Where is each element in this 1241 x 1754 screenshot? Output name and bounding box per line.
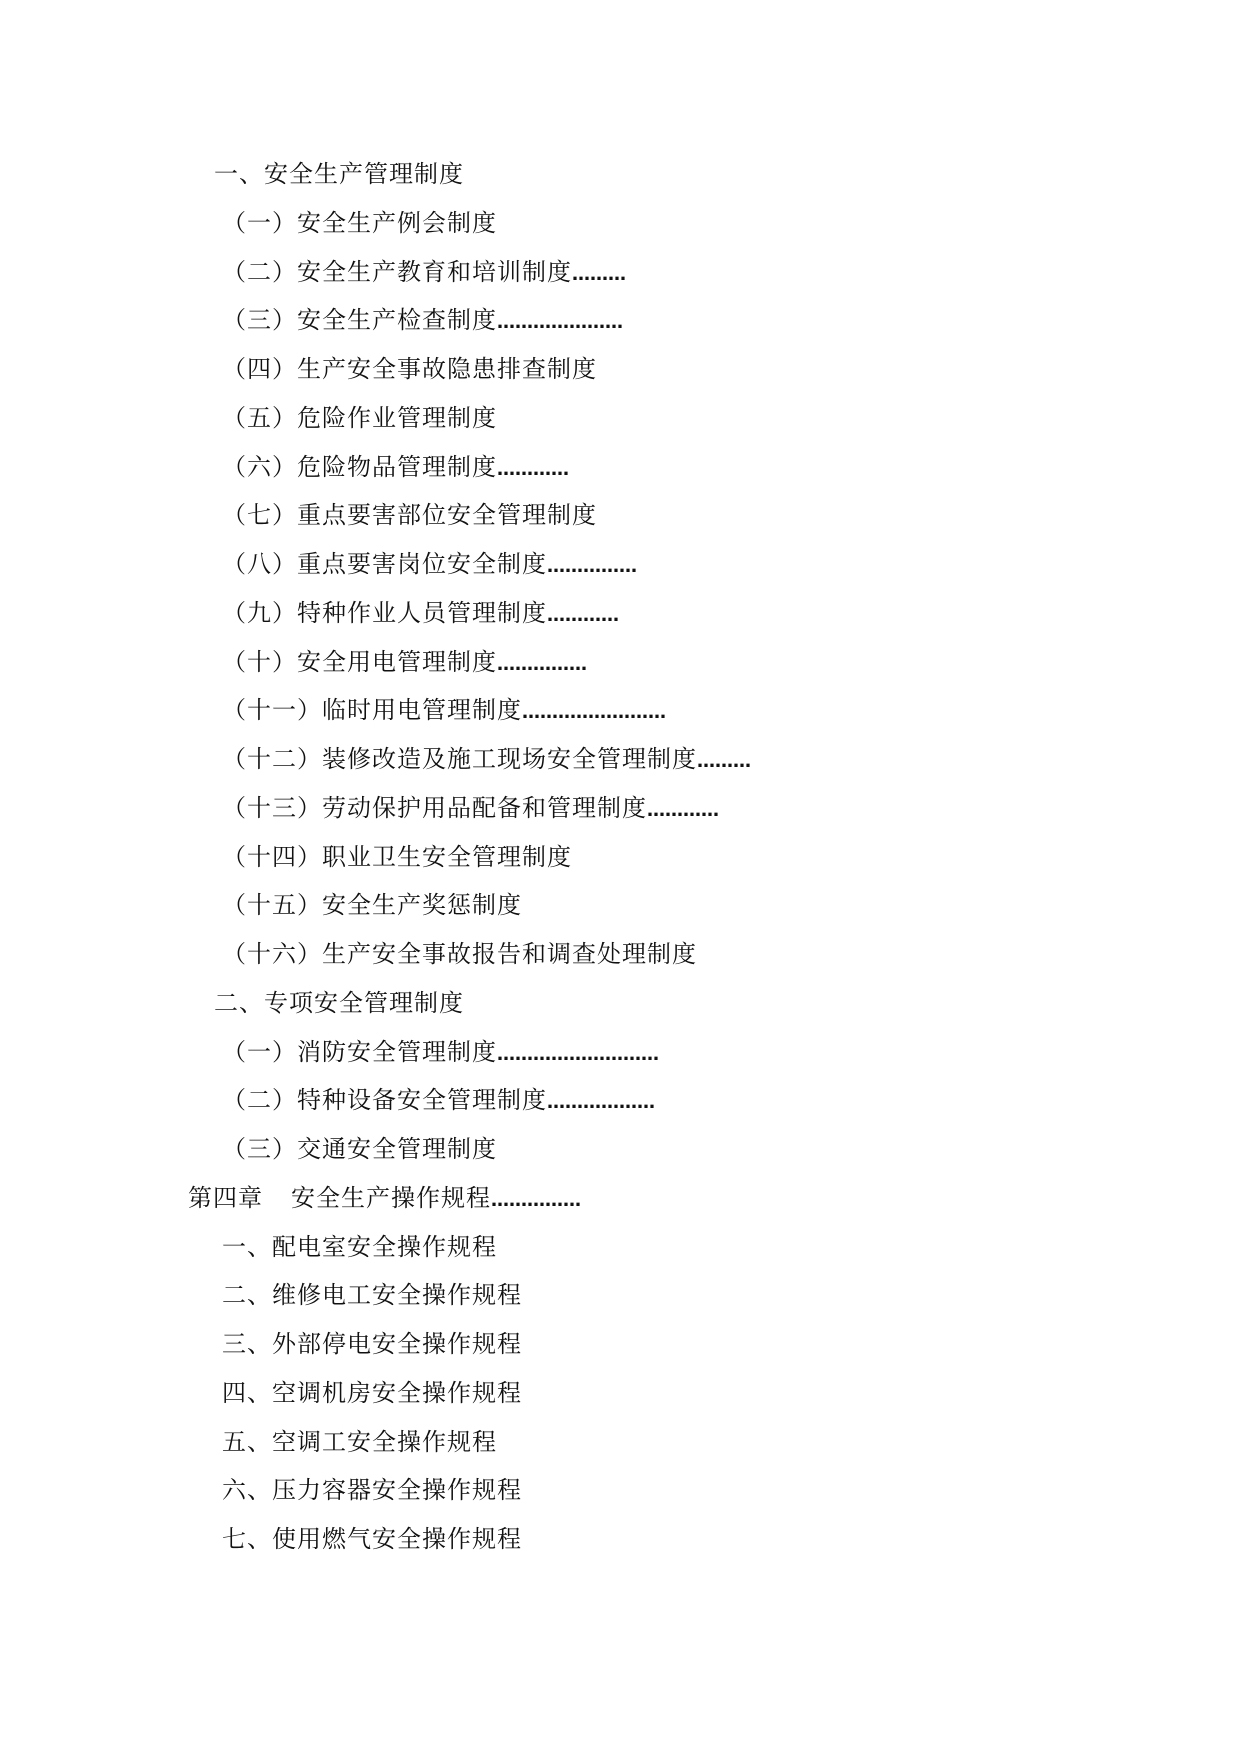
toc-leader-dots: ……………………	[522, 702, 666, 724]
toc-entry-text: 五、空调工安全操作规程	[222, 1427, 497, 1456]
toc-leader-dots: ………	[697, 751, 751, 772]
toc-entry-text: （二）安全生产教育和培训制度	[222, 257, 572, 286]
toc-entry[interactable]	[0, 345, 1241, 394]
toc-entry[interactable]	[0, 1320, 1241, 1369]
toc-entry-text: （四）生产安全事故隐患排查制度	[222, 355, 597, 383]
toc-entry-text: （九）特种作业人员管理制度	[222, 598, 547, 627]
toc-entry-text: （十）安全用电管理制度	[222, 647, 497, 676]
toc-entry[interactable]	[0, 881, 1241, 930]
chapter-title: 安全生产操作规程	[291, 1183, 491, 1212]
toc-entry-text: 六、压力容器安全操作规程	[222, 1476, 522, 1505]
toc-entry[interactable]	[0, 491, 1241, 540]
toc-entry[interactable]	[0, 638, 1241, 687]
toc-entry[interactable]	[0, 394, 1241, 443]
toc-entry[interactable]	[0, 199, 1241, 248]
toc-entry[interactable]	[0, 930, 1241, 979]
toc-entry[interactable]	[0, 1271, 1241, 1320]
chapter-number: 第四章	[188, 1183, 263, 1212]
toc-entry-text: （十二）装修改造及施工现场安全管理制度	[222, 745, 697, 773]
toc-entry-text: （一）消防安全管理制度	[222, 1037, 497, 1066]
toc-entry-chapter-4[interactable]	[0, 1174, 1241, 1223]
toc-entry[interactable]	[0, 540, 1241, 589]
toc-entry-text: 一、配电室安全操作规程	[222, 1232, 497, 1261]
toc-entry-text: 三、外部停电安全操作规程	[222, 1330, 522, 1358]
toc-entry-text: （十五）安全生产奖惩制度	[222, 891, 522, 920]
toc-leader-dots: …………	[547, 604, 619, 626]
toc-entry-text: 二、专项安全管理制度	[214, 988, 464, 1017]
toc-entry[interactable]	[0, 1418, 1241, 1467]
toc-entry-section-1[interactable]	[0, 150, 1241, 199]
toc-entry-text: （三）安全生产检查制度	[222, 306, 497, 335]
toc-entry-text: （二）特种设备安全管理制度	[222, 1086, 547, 1115]
toc-entry[interactable]	[0, 784, 1241, 833]
toc-leader-dots: ……………	[497, 653, 587, 675]
toc-entry[interactable]	[0, 1223, 1241, 1272]
toc-leader-dots: ……………	[491, 1189, 581, 1211]
toc-entry-text: 二、维修电工安全操作规程	[222, 1281, 522, 1310]
toc-entry-text: （一）安全生产例会制度	[222, 208, 497, 237]
toc-leader-dots: ………………	[547, 1092, 655, 1114]
toc-entry[interactable]	[0, 443, 1241, 492]
toc-leader-dots: …………	[497, 458, 569, 480]
toc-entry[interactable]	[0, 1466, 1241, 1515]
toc-leader-dots: ……………	[547, 556, 637, 577]
toc-entry[interactable]	[0, 1515, 1241, 1564]
toc-entry-text: （十四）职业卫生安全管理制度	[222, 842, 572, 871]
toc-entry-text: 四、空调机房安全操作规程	[222, 1378, 522, 1407]
toc-entry-text: （十一）临时用电管理制度	[222, 696, 522, 725]
toc-leader-dots: …………………	[497, 312, 623, 334]
toc-entry[interactable]	[0, 1369, 1241, 1418]
toc-entry[interactable]	[0, 248, 1241, 297]
toc-entry-text: （五）危险作业管理制度	[222, 403, 497, 432]
toc-entry-text: （八）重点要害岗位安全制度	[222, 550, 547, 578]
toc-entry[interactable]	[0, 686, 1241, 735]
toc-entry[interactable]	[0, 1125, 1241, 1174]
toc-entry-section-2[interactable]	[0, 979, 1241, 1028]
toc-entry[interactable]	[0, 296, 1241, 345]
toc-entry[interactable]	[0, 833, 1241, 882]
toc-entry[interactable]	[0, 1076, 1241, 1125]
toc-entry-text: 七、使用燃气安全操作规程	[222, 1525, 522, 1553]
toc-entry[interactable]	[0, 1028, 1241, 1077]
toc-entry[interactable]	[0, 735, 1241, 784]
toc-leader-dots: ………	[572, 263, 626, 285]
toc-leader-dots: ………………………	[497, 1043, 659, 1065]
toc-entry-text: （十六）生产安全事故报告和调查处理制度	[222, 940, 697, 968]
toc-entry-text: （七）重点要害部位安全管理制度	[222, 501, 597, 530]
toc-entry-text: （六）危险物品管理制度	[222, 452, 497, 481]
toc-leader-dots: …………	[647, 799, 719, 821]
toc-entry-text: （十三）劳动保护用品配备和管理制度	[222, 793, 647, 822]
toc-entry-text: （三）交通安全管理制度	[222, 1135, 497, 1163]
toc-entry-text: 一、安全生产管理制度	[214, 160, 464, 188]
toc-entry[interactable]	[0, 589, 1241, 638]
table-of-contents	[0, 150, 1241, 1564]
